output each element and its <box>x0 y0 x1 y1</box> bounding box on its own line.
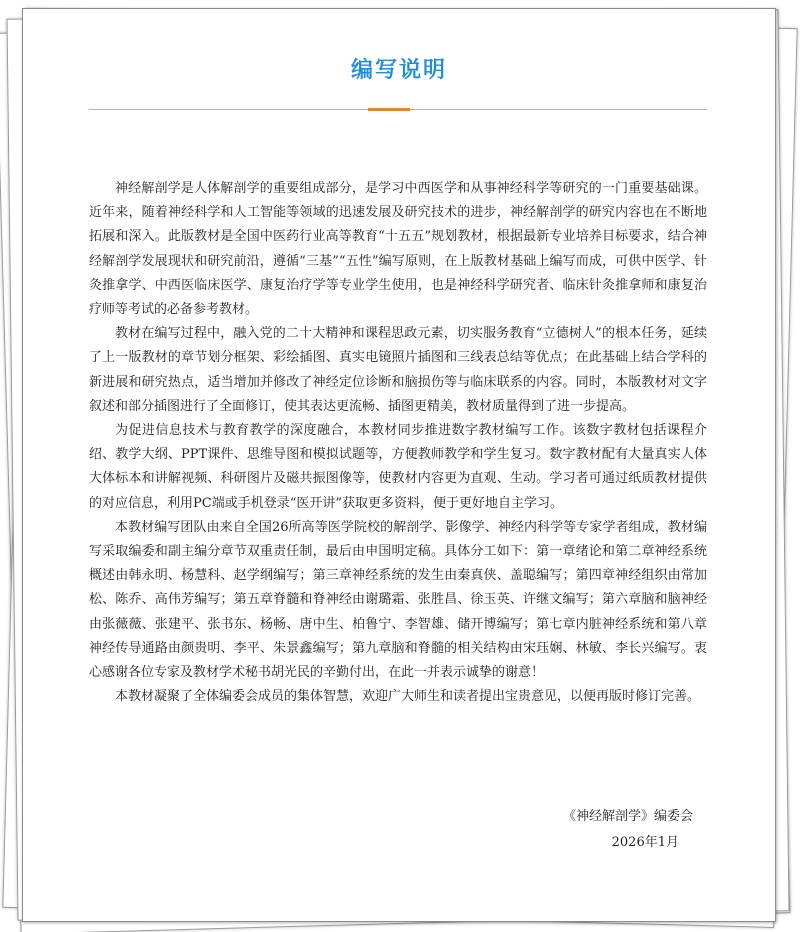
title-divider-accent <box>368 108 410 111</box>
signature-date: 2026年1月 <box>611 835 679 850</box>
paragraph: 本教材编写团队由来自全国26所高等医学院校的解剖学、影像学、神经内科学等专家学者组成，教材编写采取编委和副主编分章节双重责任制，最后由申国明定稿。具体分工如下：第一章绪论和第二章神经系统概述由韩永明、杨慧科、赵学纲编写；第三章神经系统的发生由秦真侠、盖聪编写；第四章神经组织由常加松、陈乔、高伟芳编写；第五章脊髓和脊神经由谢璐霜、张胜昌、徐玉英、许继文编写；第六章脑和脑神经由张薇薇、张建平、张书东、杨畅、唐中生、柏鲁宁、李智雄、储开博编写；第七章内脏神经系统和第八章神经传导通路由颜贵明、李平、朱景鑫编写；第九章脑和脊髓的相关结构由宋珏娴、林敏、李长兴编写。衷心感谢各位专家及教材学术秘书胡光民的辛勤付出，在此一并表示诚挚的谢意！ <box>89 519 707 681</box>
paragraph: 神经解剖学是人体解剖学的重要组成部分，是学习中西医学和从事神经科学等研究的一门重要基础课。近年来，随着神经科学和人工智能等领域的迅速发展及研究技术的进步，神经解剖学的研究内容也在不断地拓展和深入。此版教材是全国中医药行业高等教育“十五五”规划教材，根据最新专业培养目标要求，结合神经解剖学发展现状和研究前沿，遵循“三基”“五性”编写原则，在上版教材基础上编写而成，可供中医学、针灸推拿学、中西医临床医学、康复治疗学等专业学生使用，也是神经科学研究者、临床针灸推拿师和康复治疗师等考试的必备参考教材。 <box>89 181 707 318</box>
document-page <box>22 8 776 922</box>
document-body <box>89 177 707 709</box>
paragraph: 本教材凝聚了全体编委会成员的集体智慧，欢迎广大师生和读者提出宝贵意见，以便再版时修订完善。 <box>115 689 701 705</box>
paragraph: 为促进信息技术与教育教学的深度融合，本教材同步推进数字教材编写工作。该数字教材包括课程介绍、教学大纲、PPT课件、思维导图和模拟试题等，方便教师教学和学生复习。数字教材配有大量真实人体大体标本和讲解视频、科研图片及磁共振图像等，使教材内容更为直观、生动。学习者可通过纸质教材提供的对应信息，利用PC端或手机登录“医开讲”获取更多资料，便于更好地自主学习。 <box>89 423 707 511</box>
signature: 《神经解剖学》编委会 <box>562 809 693 824</box>
page-title: 编写说明 <box>350 58 447 83</box>
paragraph: 教材在编写过程中，融入党的二十大精神和课程思政元素，切实服务教育“立德树人”的根本任务，延续了上一版教材的章节划分框架、彩绘插图、真实电镜照片插图和三线表总结等优点；在此基础上结合学科的新进展和研究热点，适当增加并修改了神经定位诊断和脑损伤等与临床联系的内容。同时，本版教材对文字叙述和部分插图进行了全面修订，使其表达更流畅、插图更精美，教材质量得到了进一步提高。 <box>89 326 707 414</box>
